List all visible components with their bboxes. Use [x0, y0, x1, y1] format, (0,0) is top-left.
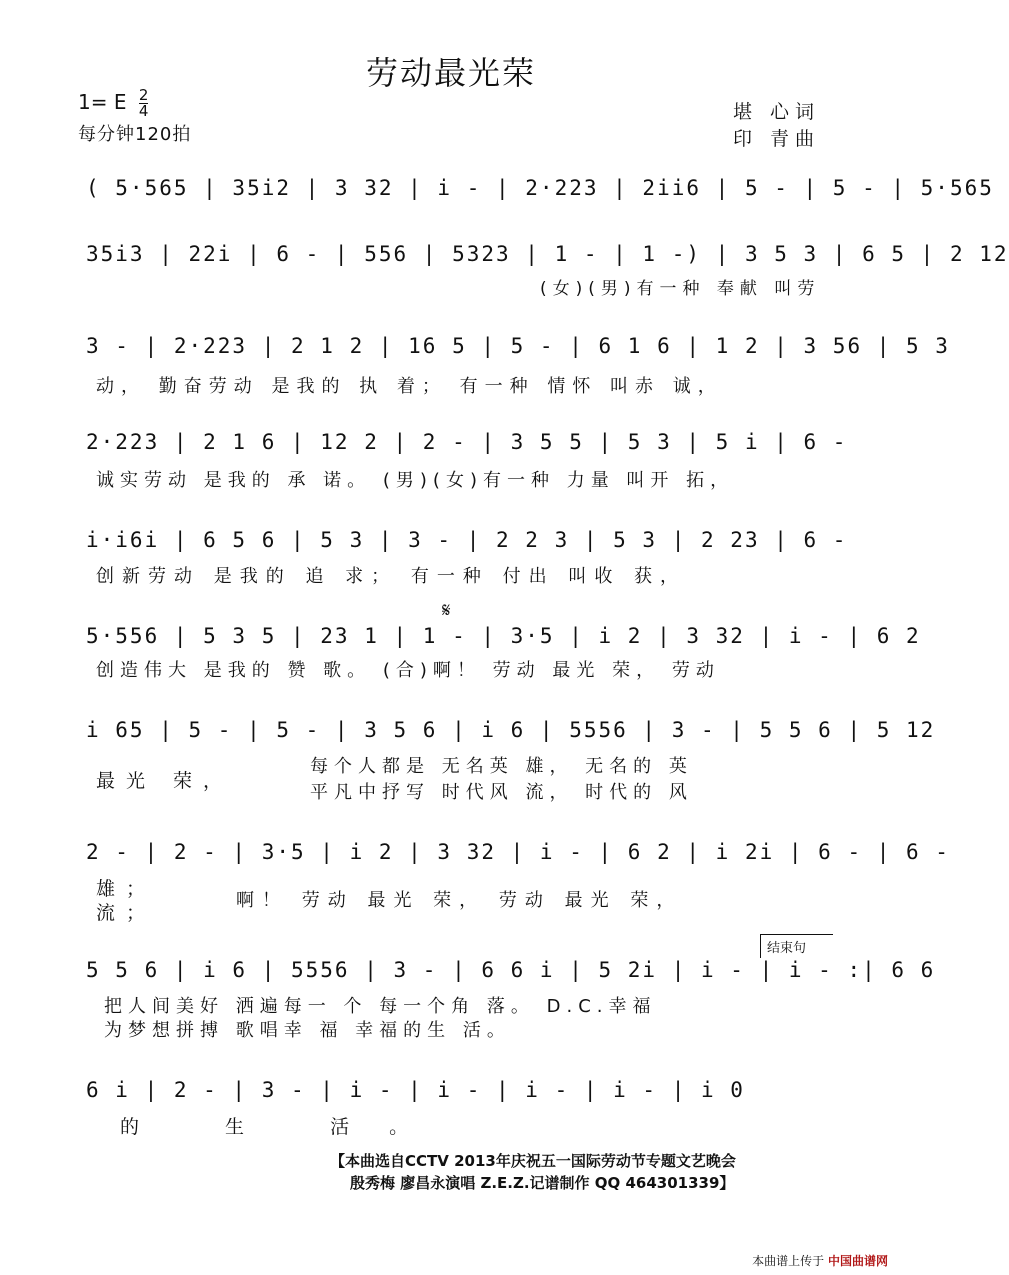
score-line-7 — [0, 718, 936, 742]
chorus-line-2: 啊！ 劳动 最光 荣， 劳动 最光 荣， — [236, 890, 683, 911]
site-logo: 中国曲谱网 — [827, 1254, 888, 1268]
score-line-9 — [0, 958, 936, 982]
lyric-line-9b: 为梦想拼搏 歌唱幸 福 幸福的生 活。 — [104, 1020, 511, 1041]
score-line-5 — [0, 528, 902, 552]
score-line-4 — [0, 430, 902, 454]
lyric-line-9a: 把人间美好 洒遍每一 个 每一个角 落。 D.C.幸福 — [104, 996, 657, 1017]
ending-label: 结束句 — [760, 934, 833, 958]
verse-b: 平凡中抒写 时代风 流， 时代的 风 — [310, 782, 693, 803]
lyric-line-3: 动， 勤奋劳动 是我的 执 着； 有一种 情怀 叫赤 诚， — [96, 376, 723, 397]
lyric-line-10: 的 生 活。 — [120, 1116, 449, 1138]
notes: ( 5·565 | 35i2 | 3 32 | i - | 2·223 | 2ii6 | 5 - | 5 - | 5·565 — [86, 176, 994, 200]
lyric-line-5: 创新劳动 是我的 追 求； 有一种 付出 叫收 获， — [96, 566, 687, 587]
notes: 2 - | 2 - | 3·5 | i 2 | 3 32 | i - | 6 2 | i 2i | 6 - | 6 - — [86, 840, 950, 864]
key-label: 1= E — [78, 90, 127, 114]
key-signature — [78, 88, 148, 119]
score-line-3 — [0, 334, 950, 358]
lyric-line-2: (女)(男)有一种 奉献 叫劳 — [540, 279, 821, 299]
lyricist-credit: 堪 心词 — [732, 101, 820, 123]
verse-d: 流； — [96, 902, 157, 924]
time-signature — [139, 88, 149, 119]
notes: 2·223 | 2 1 6 | 12 2 | 2 - | 3 5 5 | 5 3 | 5 i | 6 - — [86, 430, 848, 454]
notes: 5 5 6 | i 6 | 5556 | 3 - | 6 6 i | 5 2i | i - | i - :| 6 6 — [86, 958, 936, 982]
notes: i·i6i | 6 5 6 | 5 3 | 3 - | 2 2 3 | 5 3 | 2 23 | 6 - — [86, 528, 848, 552]
notes: 35i3 | 22i | 6 - | 556 | 5323 | 1 - | 1 -) | 3 5 3 | 6 5 | 2 12 — [86, 242, 1009, 266]
notes: 5·556 | 5 3 5 | 23 1 | 1 - | 3·5 | i 2 | 3 32 | i - | 6 2 — [86, 624, 921, 648]
score-line-8 — [0, 840, 950, 864]
time-sig-top: 2 — [138, 86, 149, 104]
page-title: 劳动最光荣 — [365, 54, 536, 92]
footer-source: 【本曲选自CCTV 2013年庆祝五一国际劳动节专题文艺晚会 — [330, 1152, 736, 1170]
segno-sign: 𝄋 — [442, 598, 451, 622]
verse-a: 每个人都是 无名英 雄， 无名的 英 — [310, 756, 693, 777]
composer-credit: 印 青曲 — [732, 128, 820, 150]
score-line-1 — [0, 176, 994, 200]
notes: 6 i | 2 - | 3 - | i - | i - | i - | i - | i 0 — [86, 1078, 745, 1102]
verse-c: 雄； — [96, 878, 157, 900]
lyric-line-4: 诚实劳动 是我的 承 诺。 (男)(女)有一种 力量 叫开 拓， — [96, 470, 735, 491]
upload-text: 本曲谱上传于 — [752, 1254, 825, 1268]
time-sig-bottom: 4 — [138, 102, 149, 120]
notes: i 65 | 5 - | 5 - | 3 5 6 | i 6 | 5556 | 3 - | 5 5 6 | 5 12 — [86, 718, 936, 742]
score-line-10 — [0, 1078, 902, 1102]
notes: 3 - | 2·223 | 2 1 2 | 16 5 | 5 - | 6 1 6 | 1 2 | 3 56 | 5 3 — [86, 334, 950, 358]
footer-credits: 殷秀梅 廖昌永演唱 Z.E.Z.记谱制作 QQ 464301339】 — [350, 1174, 735, 1192]
upload-note — [752, 1252, 888, 1269]
score-line-2 — [0, 242, 1009, 266]
lyric-line-7: 最光 荣， — [96, 770, 234, 792]
score-line-6 — [0, 624, 921, 648]
tempo-marking: 每分钟120拍 — [78, 124, 192, 145]
lyric-line-6: 创造伟大 是我的 赞 歌。 (合)啊！ 劳动 最光 荣， 劳动 — [96, 660, 720, 681]
